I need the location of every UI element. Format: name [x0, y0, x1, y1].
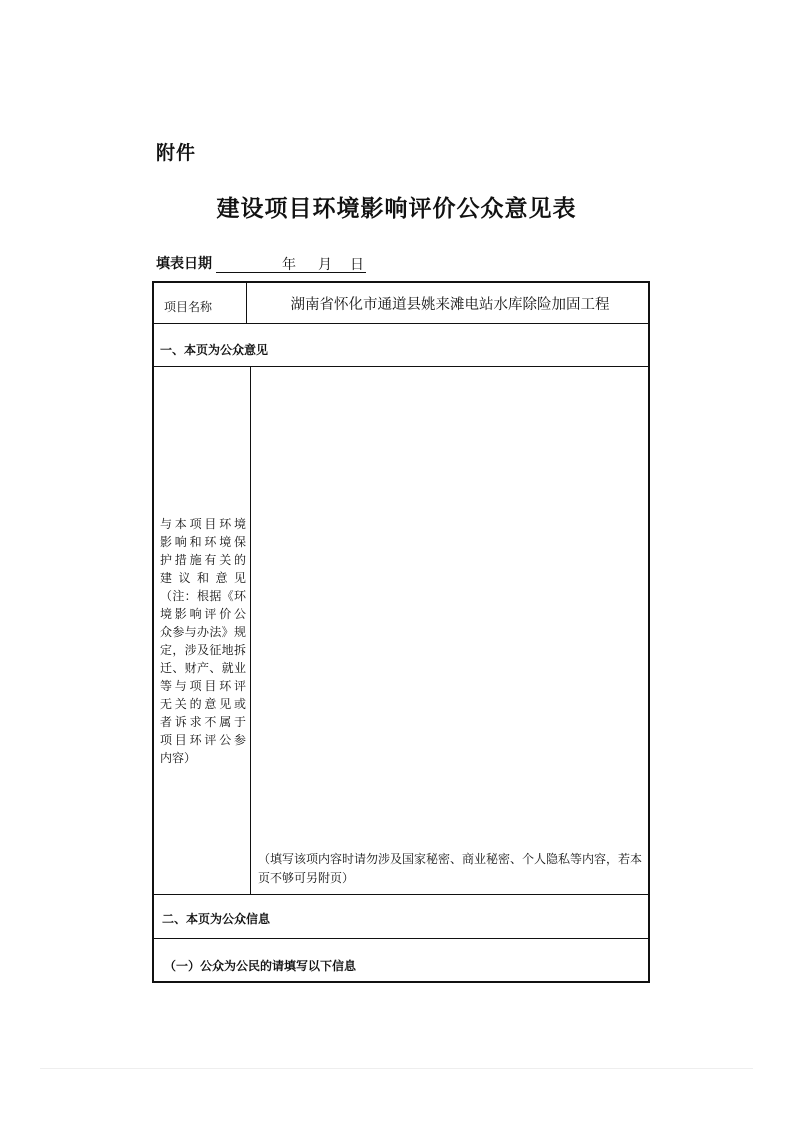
date-year-label: 年	[282, 257, 296, 273]
date-day-label: 日	[350, 257, 364, 273]
opinion-label-line: 影响和环境保	[160, 535, 246, 549]
opinion-label-line: 众参与办法》规	[160, 625, 246, 639]
column-divider	[250, 366, 251, 894]
project-name-label: 项目名称	[164, 300, 213, 314]
opinion-label-line: 与本项目环境	[160, 517, 246, 531]
opinion-label-line: 护措施有关的	[160, 553, 246, 567]
opinion-field-label	[160, 515, 246, 767]
fill-date-label: 填表日期	[156, 256, 212, 272]
fill-date-field[interactable]	[216, 256, 366, 273]
opinion-label-line: 建议和意见	[160, 571, 246, 585]
opinion-label-line: 定，涉及征地拆	[160, 643, 246, 657]
page-bottom-rule	[40, 1068, 753, 1069]
opinion-label-line: 内容）	[160, 751, 197, 765]
opinion-label-line: 迁、财产、就业	[160, 661, 246, 675]
row-divider	[154, 938, 648, 939]
opinion-label-line: 无关的意见或	[160, 697, 246, 711]
attachment-label: 附件	[156, 142, 197, 164]
section2-title: 二、本页为公众信息	[162, 912, 271, 926]
subsection1-title: （一）公众为公民的请填写以下信息	[164, 959, 357, 973]
date-month-label: 月	[318, 257, 332, 273]
section1-title: 一、本页为公众意见	[160, 343, 269, 357]
opinion-label-line: （注：根据《环	[160, 589, 246, 603]
fill-date-row	[156, 253, 366, 273]
row-divider	[154, 894, 648, 895]
opinion-label-line: 者诉求不属于	[160, 715, 246, 729]
row-divider	[154, 366, 648, 367]
fill-instruction-note: （填写该项内容时请勿涉及国家秘密、商业秘密、个人隐私等内容，若本页不够可另附页）	[258, 852, 643, 885]
opinion-label-line: 等与项目环评	[160, 679, 246, 693]
row-divider	[154, 323, 648, 324]
column-divider	[246, 283, 247, 323]
project-name-value: 湖南省怀化市通道县姚来滩电站水库除险加固工程	[290, 297, 610, 313]
opinion-input-area[interactable]	[252, 368, 646, 844]
opinion-form-table	[152, 281, 650, 983]
form-title: 建设项目环境影响评价公众意见表	[216, 195, 577, 222]
opinion-label-line: 项目环评公参	[160, 733, 246, 747]
opinion-label-line: 境影响评价公	[160, 607, 246, 621]
